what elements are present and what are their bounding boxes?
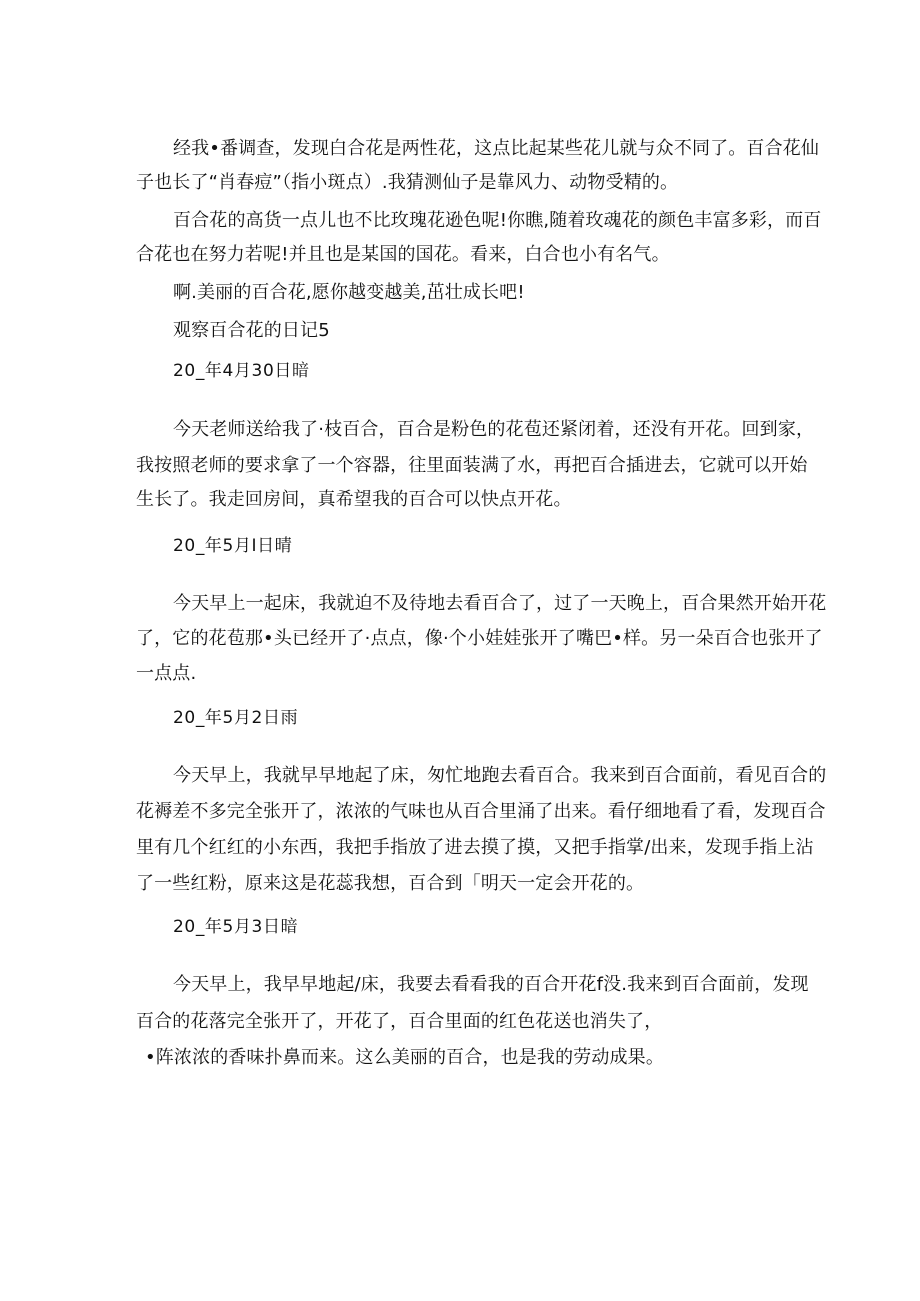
paragraph-line: 经我•番调查，发现白合花是两性花，这点比起某些花儿就与众不同了。百合花仙 xyxy=(173,138,820,159)
paragraph-line: •阵浓浓的香味扑鼻而来。这么美丽的百合，也是我的劳动成果。 xyxy=(145,1047,664,1068)
paragraph-line: 里有几个红红的小东西，我把手指放了进去摸了摸，又把手指掌/出来，发现手指上沾 xyxy=(136,837,814,858)
paragraph-line: 我按照老师的要求拿了一个容器，往里面装满了水，再把百合插进去，它就可以开始 xyxy=(136,455,808,476)
paragraph-line: 今天早上一起床，我就迫不及待地去看百合了，过了一天晚上，百合果然开始开花 xyxy=(173,593,827,614)
paragraph-line: 百合花的高货一点儿也不比玫瑰花逊色呢!你瞧,随着玫魂花的颜色丰富多彩，而百 xyxy=(173,210,822,231)
paragraph-line: 今天早上，我就早早地起了床，匆忙地跑去看百合。我来到百合面前，看见百合的 xyxy=(173,765,827,786)
paragraph-line: 合花也在努力若呢!并且也是某国的国花。看来，白合也小有名气。 xyxy=(136,244,670,265)
paragraph-line: 了一些红粉，原来这是花蕊我想，百合到「明天一定会开花的。 xyxy=(136,873,645,894)
diary-date: 20_年5月2日雨 xyxy=(173,708,299,728)
paragraph-line: 花褥差不多完全张开了，浓浓的气味也从百合里涌了出来。看仔细地看了看，发现百合 xyxy=(136,801,826,822)
paragraph-line: 今天老师送给我了·枝百合，百合是粉色的花苞还紧闭着，还没有开花。回到家， xyxy=(173,419,815,440)
diary-date: 20_年5月I日晴 xyxy=(173,536,293,556)
section-heading: 观察百合花的日记5 xyxy=(173,320,330,341)
paragraph-line: 百合的花落完全张开了，开花了，百合里面的红色花送也消失了， xyxy=(136,1011,663,1032)
paragraph-line: 生长了。我走回房间，真希望我的百合可以快点开花。 xyxy=(136,489,572,510)
paragraph-line: 了，它的花苞那•头已经开了·点点，像·个小娃娃张开了嘴巴•样。另一朵百合也张开了 xyxy=(136,628,823,649)
diary-date: 20_年5月3日暗 xyxy=(173,917,299,937)
paragraph-line: 今天早上，我早早地起/床，我要去看看我的百合开花f没.我来到百合面前，发现 xyxy=(173,974,809,995)
diary-date: 20_年4月30日暗 xyxy=(173,361,310,381)
paragraph-line: 一点点. xyxy=(136,663,197,684)
paragraph-line: 啊.美丽的百合花,愿你越变越美,茁壮成长吧! xyxy=(173,282,525,303)
paragraph-line: 子也长了“肖春痘”（指小斑点）.我猜测仙子是靠风力、动物受精的。 xyxy=(136,172,679,193)
